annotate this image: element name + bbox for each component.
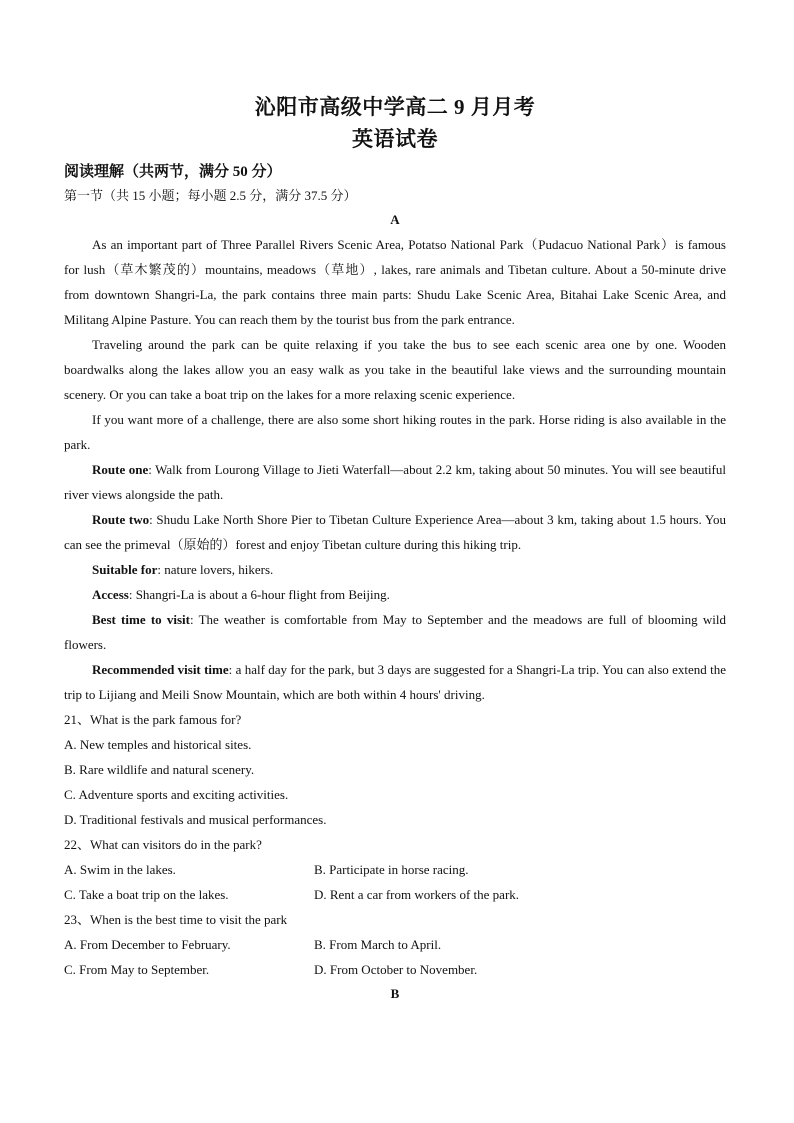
- passage-a-label: A: [390, 212, 400, 227]
- question-23-option-c: C. From May to September.: [64, 962, 210, 977]
- best-time-text: : The weather is comfortable from May to September and the meadows are full of blooming wild flowers.: [64, 612, 726, 652]
- recommended-time: [64, 657, 726, 707]
- question-21-stem: 21、What is the park famous for?: [64, 712, 242, 727]
- access-text: : Shangri-La is about a 6-hour flight from Beijing.: [128, 587, 390, 602]
- passage-b-label: B: [390, 986, 400, 1001]
- question-21-option-b: B. Rare wildlife and natural scenery.: [64, 762, 255, 777]
- question-22-option-d: D. Rent a car from workers of the park.: [314, 887, 520, 902]
- section-heading: 阅读理解（共两节，满分 50 分）: [64, 164, 282, 180]
- recommended-text: : a half day for the park, but 3 days are suggested for a Shangri-La trip. You can also extend the trip to Lijiang and Meili Snow Mountain, which are both within 4 hours' driving.: [64, 662, 726, 702]
- suitable-for: [64, 557, 726, 582]
- question-23-option-d: D. From October to November.: [314, 962, 478, 977]
- route-one: [64, 457, 726, 507]
- passage-paragraph-3: If you want more of a challenge, there are also some short hiking routes in the park. Horse riding is also available in the park.: [64, 412, 726, 452]
- question-23-options-row-1: [64, 932, 726, 957]
- question-21-option-d: D. Traditional festivals and musical performances.: [64, 812, 327, 827]
- route-two: [64, 507, 726, 557]
- question-22-option-c: C. Take a boat trip on the lakes.: [64, 887, 229, 902]
- suitable-text: : nature lovers, hikers.: [157, 562, 274, 577]
- suitable-label: Suitable for: [92, 562, 158, 577]
- exam-title: 沁阳市高级中学高二 9 月月考: [254, 95, 536, 119]
- question-22-option-b: B. Participate in horse racing.: [314, 862, 469, 877]
- question-21-option-c: C. Adventure sports and exciting activities.: [64, 787, 289, 802]
- best-time: [64, 607, 726, 657]
- passage-paragraph-1: As an important part of Three Parallel Rivers Scenic Area, Potatso National Park（Pudacuo National Park）is famous for lush（草木繁茂的）mountains, meadows（草地）, lakes, rare animals and Tibetan culture. About a 50-minute drive from downtown Shangri-La, the park contains three main parts: Shudu Lake Scenic Area, Bitahai Lake Scenic Area, and Militang Alpine Pasture. You can reach them by the tourist bus from the park entrance.: [64, 237, 726, 327]
- route-two-label: Route two: [92, 512, 150, 527]
- subsection-heading: 第一节（共 15 小题；每小题 2.5 分，满分 37.5 分）: [64, 188, 357, 203]
- best-time-label: Best time to visit: [92, 612, 190, 627]
- question-22-options-row-2: [64, 882, 726, 907]
- question-22-options-row-1: [64, 857, 726, 882]
- question-23-option-b: B. From March to April.: [314, 937, 442, 952]
- route-one-text: : Walk from Lourong Village to Jieti Waterfall—about 2.2 km, taking about 50 minutes. You will see beautiful river views alongside the path.: [64, 462, 727, 502]
- passage-paragraph-2: Traveling around the park can be quite relaxing if you take the bus to see each scenic area one by one. Wooden boardwalks along the lakes allow you an easy walk as you take in the beautiful lake views and the surrounding mountain scenery. Or you can take a boat trip on the lakes for a more relaxing scenic experience.: [64, 337, 726, 402]
- question-23-options-row-2: [64, 957, 726, 982]
- access: [64, 582, 726, 607]
- access-label: Access: [92, 587, 129, 602]
- question-21-option-a: A. New temples and historical sites.: [64, 737, 252, 752]
- route-two-text: : Shudu Lake North Shore Pier to Tibetan Culture Experience Area—about 3 km, taking about 1.5 hours. You can see the primeval（原始的）forest and enjoy Tibetan culture during this hiking trip.: [64, 512, 726, 552]
- route-one-label: Route one: [92, 462, 149, 477]
- question-23-option-a: A. From December to February.: [64, 937, 231, 952]
- question-22-option-a: A. Swim in the lakes.: [64, 862, 176, 877]
- recommended-label: Recommended visit time: [92, 662, 229, 677]
- question-23-stem: 23、When is the best time to visit the park: [64, 912, 288, 927]
- question-22-stem: 22、What can visitors do in the park?: [64, 837, 262, 852]
- exam-subtitle: 英语试卷: [352, 127, 438, 151]
